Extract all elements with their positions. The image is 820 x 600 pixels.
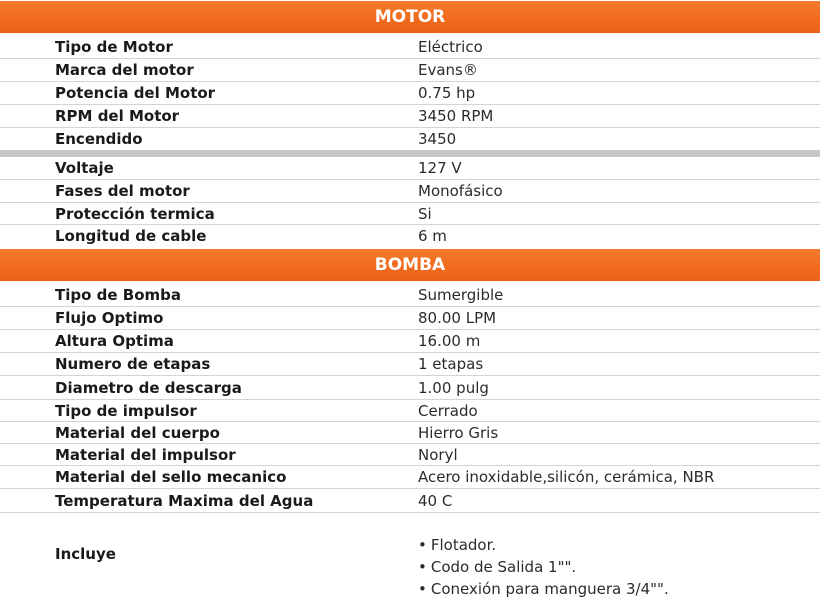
spec-label: Temperatura Maxima del Agua xyxy=(55,491,314,510)
spec-label: Protección termica xyxy=(55,204,215,223)
spec-value: Monofásico xyxy=(418,182,503,200)
spec-row xyxy=(0,466,820,489)
spec-label: Tipo de impulsor xyxy=(55,401,197,420)
spec-row xyxy=(0,400,820,422)
spec-label: Marca del motor xyxy=(55,61,194,79)
spec-row xyxy=(0,353,820,376)
spec-row xyxy=(0,330,820,353)
spec-label: Tipo de Motor xyxy=(55,38,173,56)
list-item-text: Codo de Salida 1"". xyxy=(430,558,577,576)
spec-row xyxy=(0,284,820,307)
spec-value: Noryl xyxy=(418,445,458,464)
spec-row xyxy=(0,36,820,59)
spec-value: Hierro Gris xyxy=(418,423,499,442)
spec-row xyxy=(0,489,820,513)
motor-table-b xyxy=(0,157,820,247)
list-item-text: Flotador. xyxy=(430,536,497,554)
spec-value: Eléctrico xyxy=(418,38,483,56)
spec-label: Voltaje xyxy=(55,159,114,177)
spec-value: 80.00 LPM xyxy=(418,309,497,327)
spec-label: Diametro de descarga xyxy=(55,378,242,397)
spec-value: Cerrado xyxy=(418,401,478,420)
list-item xyxy=(418,578,669,600)
spec-value: Evans® xyxy=(418,61,478,79)
list-item xyxy=(418,556,669,578)
spec-value: Si xyxy=(418,204,432,223)
spec-label: Altura Optima xyxy=(55,332,174,350)
spec-row xyxy=(0,157,820,180)
spec-row xyxy=(0,422,820,444)
incluye-label: Incluye xyxy=(55,545,116,563)
section-header-motor xyxy=(0,1,820,33)
section-title: BOMBA xyxy=(374,255,446,275)
spec-value: 127 V xyxy=(418,159,462,177)
section-header-bomba xyxy=(0,249,820,281)
spec-row xyxy=(0,59,820,82)
spec-value: 16.00 m xyxy=(418,332,481,350)
spec-label: Material del impulsor xyxy=(55,445,236,464)
spec-value: Sumergible xyxy=(418,286,504,304)
spec-label: Longitud de cable xyxy=(55,227,207,245)
spec-value: 0.75 hp xyxy=(418,84,476,102)
section-divider xyxy=(0,150,820,157)
list-item-text: Conexión para manguera 3/4"". xyxy=(430,580,669,598)
incluye-list xyxy=(418,510,669,600)
spec-row xyxy=(0,180,820,203)
spec-value: 1 etapas xyxy=(418,355,484,373)
spec-label: RPM del Motor xyxy=(55,107,180,125)
spec-value: Acero inoxidable,silicón, cerámica, NBR xyxy=(418,468,715,486)
spec-row xyxy=(0,203,820,225)
spec-value: 40 C xyxy=(418,491,453,510)
spec-value: 3450 RPM xyxy=(418,107,494,125)
spec-row xyxy=(0,307,820,330)
spec-value: 1.00 pulg xyxy=(418,378,489,397)
bullet-icon: • xyxy=(418,580,427,598)
list-item xyxy=(418,534,669,556)
spec-label: Fases del motor xyxy=(55,182,190,200)
incluye-row xyxy=(0,513,820,597)
bullet-icon: • xyxy=(418,536,427,554)
spec-value: 6 m xyxy=(418,227,447,245)
spec-row xyxy=(0,225,820,247)
spec-value: 3450 xyxy=(418,130,457,148)
spec-label: Material del cuerpo xyxy=(55,423,220,442)
motor-table-a xyxy=(0,36,820,150)
bomba-table xyxy=(0,284,820,597)
spec-label: Numero de etapas xyxy=(55,355,211,373)
spec-label: Flujo Optimo xyxy=(55,309,164,327)
spec-row xyxy=(0,444,820,466)
spec-label: Tipo de Bomba xyxy=(55,286,181,304)
spec-row xyxy=(0,376,820,400)
spec-label: Encendido xyxy=(55,130,143,148)
spec-label: Potencia del Motor xyxy=(55,84,216,102)
spec-row xyxy=(0,82,820,105)
spec-row xyxy=(0,128,820,150)
spec-row xyxy=(0,105,820,128)
bullet-icon: • xyxy=(418,558,427,576)
spec-label: Material del sello mecanico xyxy=(55,468,287,486)
section-title: MOTOR xyxy=(374,7,446,27)
